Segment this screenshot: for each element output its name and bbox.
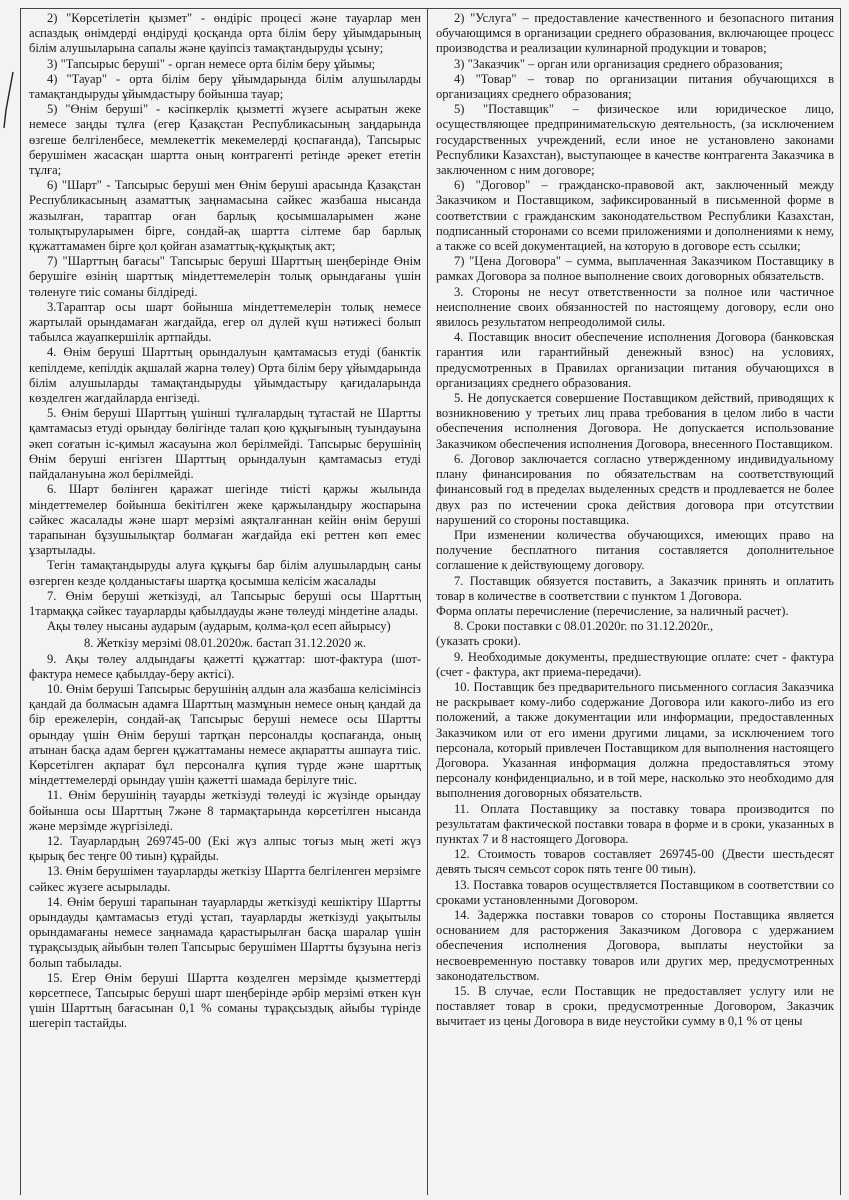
pen-mark-icon (2, 70, 16, 130)
ru-clause: При изменении количества обучающихся, имеющих право на получение бесплатного питания составляется дополнительное соглашение к действующему договору. (436, 527, 834, 573)
kz-clause: 4) "Тауар" - орта білім беру ұйымдарында білім алушыларды тамақтандыруды ұйымдастыру бойынша тауар; (29, 71, 421, 102)
kz-clause: 7. Өнім беруші жеткізуді, ал Тапсырыс беруші осы Шарттың 1тармаққа сәйкес тауарларды қабылдауды және төлеуді міндетіне алады. (29, 588, 421, 618)
ru-clause: 2) "Услуга" – предоставление качественного и безопасного питания обучающимся в организации среднего образования, включающее процесс производства и реализации кулинарной продукции и товаров; (436, 11, 834, 56)
bilingual-contract-table (20, 8, 841, 1195)
kazakh-column (20, 9, 428, 1195)
ru-clause: 15. В случае, если Поставщик не предоставляет услугу или не поставляет товар в сроки, предусмотренные Договором, Заказчик вычитает из цены Договора в виде неустойки сумму в 0,1 % от цены (436, 984, 834, 1029)
ru-clause: 4. Поставщик вносит обеспечение исполнения Договора (банковская гарантия или гарантийный денежный взнос) на условиях, предусмотренных в Правилах организации питания обучающихся в организациях среднего образования. (436, 330, 834, 390)
ru-clause: 6) "Договор" – гражданско-правовой акт, заключенный между Заказчиком и Поставщиком, зафиксированный в письменной форме в соответствии с гражданским законодательством Республики Казахстан, подписанный сторонами со всеми приложениями и дополнениями к нему, а также со всей документацией, на которую в договоре есть ссылки; (436, 178, 834, 254)
kz-delivery-term: 8. Жеткізу мерзімі 08.01.2020ж. бастап 31.12.2020 ж. (83, 636, 367, 651)
ru-price-clause: 12. Стоимость товаров составляет 269745-00 (Двести шестьдесят девять тысяч семьсот сорок пять тенге 00 тиын). (436, 847, 834, 877)
russian-column (428, 9, 841, 1195)
ru-clause: 11. Оплата Поставщику за поставку товара производится по результатам фактической поставки товара в форме и в сроки, указанных в пунктах 7 и 8 настоящего Договора. (436, 801, 834, 846)
ru-clause: 6. Договор заключается согласно утвержденному индивидуальному плану финансирования по обязательствам на соответствующий финансовый год в пределах выделенных средств и продлевается не более двух раз по истечении срока действия договора при отсутствии нарушений со стороны поставщика. (436, 451, 834, 527)
kz-clause: Ақы төлеу нысаны аударым (аударым, қолма-қол есеп айырысу) (47, 619, 391, 634)
ru-clause: 5. Не допускается совершение Поставщиком действий, приводящих к возникновению у третьих лиц права требования в целом либо в части обеспечения исполнения Договора. Не допускается использование Заказчиком обеспечения исполнения Договора, внесенного Поставщиком. (436, 391, 834, 451)
kz-clause: 11. Өнім берушінің тауарды жеткізуді төлеуді іс жүзінде орындау бойынша осы Шарттың 7және 8 тармақтарында көрсетілген нысанда және мерзімде жүргізіледі. (29, 788, 421, 833)
ru-clause: 5) "Поставщик" – физическое или юридическое лицо, осуществляющее предпринимательскую деятельность, (за исключением государственных учреждений, если иное не установлено законами Республики Казахстан), выступающее в качестве контрагента Заказчика в заключенном с ним договоре; (436, 102, 834, 178)
kz-clause: 2) "Көрсетілетін қызмет" - өндіріс процесі және тауарлар мен аспаздық өнімдерді өндіруді қосқанда орта білім беру ұйымдарының білім алушыларына сапалы және қауіпсіз тамақтандыруды ұсыну; (29, 11, 421, 56)
ru-clause: 3) "Заказчик" – орган или организация среднего образования; (454, 56, 783, 71)
kz-clause: 5) "Өнім беруші" - кәсіпкерлік қызметті жүзеге асыратын жеке немесе заңды тұлға (егер Қазақстан Республикасының заңдарында өзгеше белгіленбесе, мемлекеттік мекемелерді қоспағанда), Тапсырыс берушімен жасасқан шартта оның контрагенті ретінде әрекет ететін тұлға; (29, 102, 421, 178)
ru-payment-form: Форма оплаты перечисление (перечисление, за наличный расчет). (436, 603, 789, 618)
ru-clause: 7. Поставщик обязуется поставить, а Заказчик принять и оплатить товар в количестве в соответствии с пунктом 1 Договора. (436, 573, 834, 603)
kz-clause: 3) "Тапсырыс беруші" - орган немесе орта білім беру ұйымы; (47, 56, 376, 71)
ru-clause: 10. Поставщик без предварительного письменного согласия Заказчика не раскрывает кому-либо содержание Договора или какого-либо из его положений, а также документации или информации, предоставленных Заказчиком или от его имени другими лицами, за исключением того персонала, который привлечен Поставщиком для выполнения настоящего Договора. Указанная информация должна предоставляться этому персоналу конфиденциально, и в той мере, насколько это необходимо для выполнения договорных обязательств. (436, 679, 834, 801)
ru-clause: 9. Необходимые документы, предшествующие оплате: счет - фактура (счет - фактура, акт приема-передачи). (436, 649, 834, 679)
kz-clause: Тегін тамақтандыруды алуға құқығы бар білім алушылардың саны өзгерген кезде қолданыстағы шартқа қосымша келісім жасалады (29, 558, 421, 588)
ru-clause: 4) "Товар" – товар по организации питания обучающихся в организациях среднего образования; (436, 71, 834, 102)
ru-delivery-note: (указать сроки). (436, 634, 521, 649)
ru-clause: 13. Поставка товаров осуществляется Поставщиком в соответствии со сроками установленными Договором. (436, 877, 834, 907)
ru-delivery-term: 8. Сроки поставки с 08.01.2020г. по 31.12.2020г., (454, 619, 714, 634)
kz-clause: 10. Өнім беруші Тапсырыс берушінің алдын ала жазбаша келісімінсіз қандай да болмасын адамға Шарттың мазмұнын немесе оның қандай да бір ережелерін, сондай-ақ Тапсырыс беруші немесе осы Шартты орындау үшін Өнім беруші тартқан персоналды қоспағанда, оның атынан басқа адам берген құжаттаманы немесе ақпаратты ашпауға тиіс. Көрсетілген ақпарат бұл персоналға құпия түрде және шарттық міндеттемелерді орындау үшін қажетті шамада берілуге тиіс. (29, 681, 421, 788)
kz-clause: 5. Өнім беруші Шарттың үшінші тұлғалардың тұтастай не Шартты қамтамасыз етуді орындау бөлігінде талап қою құқығының туындауына әкеп соғатын іс-қимыл жасауына жол берілмейді. Тапсырыс берушінің Өнім беруші енгізген Шарттың орындалуын қамтамасыз етуді пайдалануына жол берілмейді. (29, 406, 421, 482)
kz-clause: 3.Тараптар осы шарт бойынша міндеттемелерін толық немесе жартылай орындамаған жағдайда, егер ол дүлей күш нәтижесі болып табылса жауапкершілік артпайды. (29, 299, 421, 345)
kz-clause: 13. Өнім берушімен тауарларды жеткізу Шартта белгіленген мерзімге сәйкес жүзеге асырылады. (29, 864, 421, 894)
ru-clause: 14. Задержка поставки товаров со стороны Поставщика является основанием для расторжения Заказчиком Договора с удержанием обеспечения исполнения Договора, выплаты неустойки за несвоевременную поставку товаров или других мер, предусмотренных законодательством. (436, 907, 834, 983)
kz-clause: 9. Ақы төлеу алдындағы қажетті құжаттар: шот-фактура (шот-фактура немесе қабылдау-беру актісі). (29, 651, 421, 681)
kz-price-clause: 12. Тауарлардың 269745-00 (Екі жүз алпыс тоғыз мың жеті жүз қырық бес теңге 00 тиын) құрайды. (29, 833, 421, 864)
kz-clause: 4. Өнім беруші Шарттың орындалуын қамтамасыз етуді (банктік кепілдеме, кепілдік ақшалай жарна төлеу) Орта білім беру ұйымдарында білім алушыларды тамақтандыруды ұйымдастыру қағидаларында көзделген жағдайларда енгізеді. (29, 345, 421, 406)
ru-clause: 7) "Цена Договора" – сумма, выплаченная Заказчиком Поставщику в рамках Договора за полное выполнение своих договорных обязательств. (436, 254, 834, 284)
kz-clause: 6) "Шарт" - Тапсырыс беруші мен Өнім беруші арасында Қазақстан Республикасының азаматтық заңнамасына сәйкес жазбаша нысанда жазылған, тараптар оған барлық қосымшаларымен және толықтыруларымен бірге, сондай-ақ шартта сілтеме бар барлық құжаттамамен бірге қол қойған азаматтық-құқықтық акт; (29, 178, 421, 254)
kz-clause: 7) "Шарттың бағасы" Тапсырыс беруші Шарттың шеңберінде Өнім берушіге өзінің шарттық міндеттемелерін толық орындағаны үшін төленуге тиіс соманы білдіреді. (29, 254, 421, 299)
kz-clause: 14. Өнім беруші тарапынан тауарларды жеткізуді кешіктіру Шартты орындауды қамтамасыз етуді ұстап, тауарларды жеткізуді уақытылы орындамағаны немесе заңнамада қарастырылған басқа шаралар үшін тұрақсыздық айыбын төлеп Тапсырыс берушімен Шартты бұзуына негіз болып табылады. (29, 894, 421, 970)
kz-clause: 15. Егер Өнім беруші Шартта көзделген мерзімде қызметтерді көрсетпесе, Тапсырыс беруші шарт шеңберінде әрбір мерзімі өткен күн үшін Шарттың бағасынан 0,1 % соманы тұрақсыздық айыбы түрінде шегеріп тастайды. (29, 970, 421, 1031)
kz-clause: 6. Шарт бөлінген қаражат шегінде тиісті қаржы жылында міндеттемелер бойынша бекітілген жеке қаржыландыру жоспарына сәйкес жасалады және шарт мерзімі аяқталғаннан кейін өнім беруші тарапынан бұзушылықтар болмаған жағдайда екі реттен көп емес ұзартылады. (29, 482, 421, 558)
ru-clause: 3. Стороны не несут ответственности за полное или частичное неисполнение своих обязанностей по настоящему договору, если оно явилось результатом непреодолимой силы. (436, 284, 834, 330)
